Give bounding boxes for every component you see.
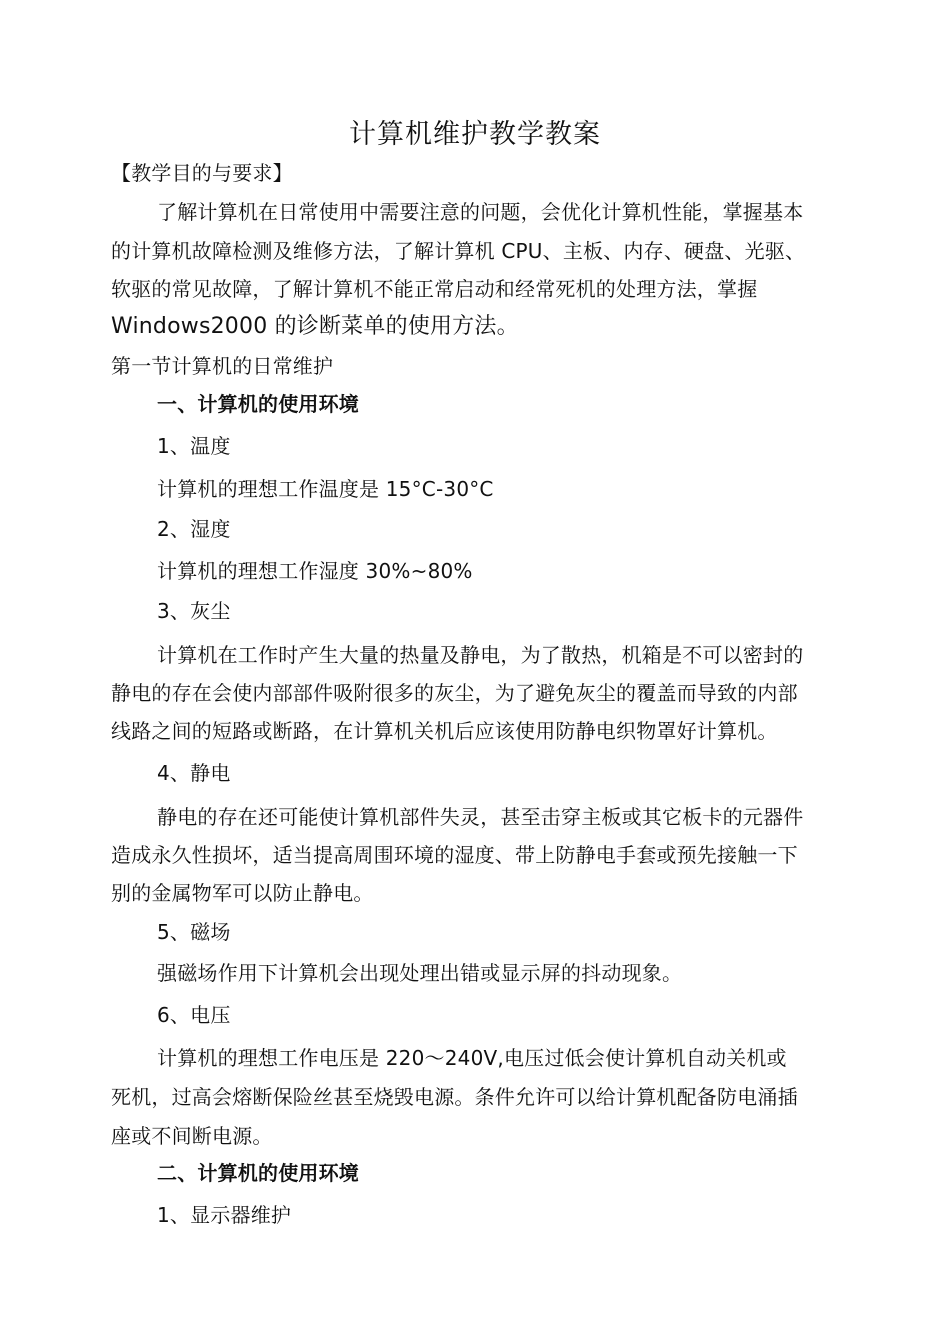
- objective-line: 了解计算机在日常使用中需要注意的问题，会优化计算机性能，掌握基本: [157, 200, 804, 224]
- item-heading-magnetic: 5、磁场: [157, 920, 231, 944]
- item-heading-voltage: 6、电压: [157, 1003, 231, 1027]
- item-text-dust: 计算机在工作时产生大量的热量及静电，为了散热，机箱是不可以密封的: [157, 643, 804, 667]
- item-text-temperature: 计算机的理想工作温度是 15°C-30°C: [157, 477, 494, 501]
- item-heading-humidity: 2、湿度: [157, 517, 231, 541]
- subsection-heading: 一、计算机的使用环境: [157, 392, 359, 416]
- objective-line: 软驱的常见故障，了解计算机不能正常启动和经常死机的处理方法，掌握: [111, 277, 758, 301]
- item-heading-temperature: 1、温度: [157, 434, 231, 458]
- document-title: 计算机维护教学教案: [349, 119, 601, 150]
- item-text-humidity: 计算机的理想工作湿度 30%~80%: [157, 559, 473, 583]
- item-text-dust: 线路之间的短路或断路，在计算机关机后应该使用防静电织物罩好计算机。: [111, 719, 778, 743]
- item-text-static: 别的金属物军可以防止静电。: [111, 881, 374, 905]
- item-heading-static: 4、静电: [157, 761, 231, 785]
- subsection-heading: 二、计算机的使用环境: [157, 1161, 359, 1185]
- item-text-dust: 静电的存在会使内部部件吸附很多的灰尘，为了避免灰尘的覆盖而导致的内部: [111, 681, 798, 705]
- objective-heading: 【教学目的与要求】: [111, 161, 293, 185]
- item-text-voltage: 死机，过高会熔断保险丝甚至烧毁电源。条件允许可以给计算机配备防电涌插: [111, 1085, 798, 1109]
- objective-line: 的计算机故障检测及维修方法，了解计算机 CPU、主板、内存、硬盘、光驱、: [111, 239, 806, 263]
- item-text-voltage: 计算机的理想工作电压是 220～240V,电压过低会使计算机自动关机或: [157, 1046, 787, 1070]
- item-text-magnetic: 强磁场作用下计算机会出现处理出错或显示屏的抖动现象。: [157, 961, 683, 985]
- section-title: 第一节计算机的日常维护: [111, 354, 334, 378]
- item-text-voltage: 座或不间断电源。: [111, 1124, 273, 1148]
- item-text-static: 静电的存在还可能使计算机部件失灵，甚至击穿主板或其它板卡的元器件: [157, 805, 804, 829]
- item-heading-monitor: 1、显示器维护: [157, 1203, 292, 1227]
- objective-line: Windows2000 的诊断菜单的使用方法。: [111, 314, 519, 339]
- item-text-static: 造成永久性损坏，适当提高周围环境的湿度、带上防静电手套或预先接触一下: [111, 843, 798, 867]
- item-heading-dust: 3、灰尘: [157, 599, 231, 623]
